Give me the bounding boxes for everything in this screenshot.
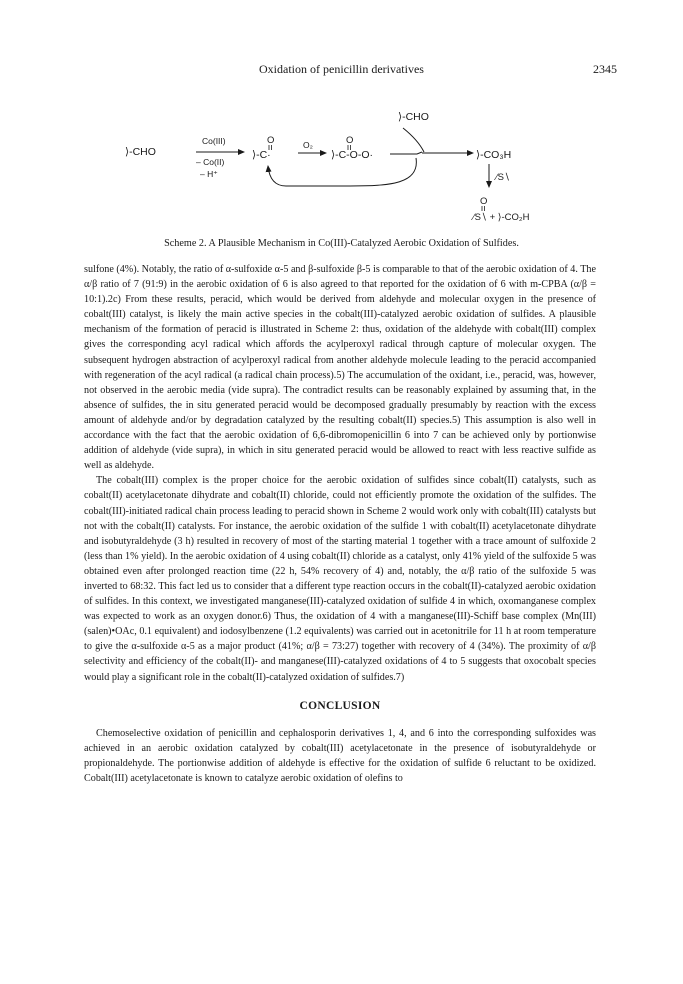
page-number: 2345 [593, 62, 617, 76]
sulfide-label: ∕S∖ [496, 172, 510, 183]
running-title: Oxidation of penicillin derivatives [259, 62, 424, 76]
paragraph-1: sulfone (4%). Notably, the ratio of α-sulfoxide α-5 and β-sulfoxide β-5 is comparable to that of the aerobic oxidation of 4. The α/β ratio of 7 (91:9) in the aerobic oxidation of 6 is also agreed to that reported for the oxidation of 6 with m-CPBA (α/β = 10:1).2c) From these results, peracid, which would be derived from aldehyde and molecular oxygen in the presence of cobalt(III) catalyst, is likely the main active species in the cobalt(III)-catalyzed aerobic oxidation of sulfides. A plausible mechanism of the formation of peracid is illustrated in Scheme 2: thus, oxidation of the aldehyde with cobalt(III) complex gives the corresponding acyl radical which affords the acylperoxyl radical through capture of molecular oxygen. The subsequent hydrogen abstraction of acylperoxyl radical from another aldehyde molecule leading to the peracid accompanied with regeneration of the acyl radical (a radical chain process).5) The accumulation of the oxidant, i.e., peracid, was, however, not observed in the aerobic media (vide supra). The contradict results can be reasonably explained by assuming that, in the absence of sulfides, the in situ generated peracid would be decomposed gradually presumably by reaction with the excess amount of aldehyde and/or by degradation catalyzed by the resulting cobalt(II) species.5) This assumption is also well in accordance with the fact that the aerobic oxidation of 6,6-dibromopenicillin 6 into 7 can be achieved only by portionwise addition of aldehyde (vide supra), in which in situ generated peracid would be allowed to react with less reactive sulfide as well as aldehyde. [84, 264, 596, 472]
products-label: ∕S∖ + ⟩-CO₂H [473, 212, 530, 223]
peroxy-carbonyl-o: O [346, 135, 354, 146]
arrow-h-abstraction-branch [403, 128, 424, 152]
sulfoxide-o: O [480, 196, 488, 207]
aldehyde-top-label: ⟩-CHO [398, 111, 429, 123]
reaction-scheme [120, 100, 560, 235]
oxygen-label: O₂ [303, 140, 313, 150]
cobalt-ii-label: – Co(II) [196, 157, 225, 167]
conclusion-heading: CONCLUSION [299, 699, 381, 712]
scheme-diagram [120, 100, 560, 235]
arrow-chain-regeneration [268, 158, 416, 186]
acylperoxyl-radical-label: ⟩-C-O-O· [331, 149, 373, 161]
proton-loss-label: – H⁺ [200, 169, 218, 179]
cobalt-iii-label: Co(III) [202, 136, 226, 146]
acyl-carbonyl-o: O [267, 135, 275, 146]
body-text [84, 262, 596, 786]
acyl-radical-label: ⟩-C· [252, 149, 271, 161]
peracid-label: ⟩-CO₃H [476, 149, 512, 161]
aldehyde-start-label: ⟩-CHO [125, 146, 156, 158]
arrow-h-abstraction-line [390, 152, 422, 154]
scheme-caption: Scheme 2. A Plausible Mechanism in Co(III)-Catalyzed Aerobic Oxidation of Sulfides. [164, 238, 519, 249]
conclusion-paragraph: Chemoselective oxidation of penicillin and cephalosporin derivatives 1, 4, and 6 into the corresponding sulfoxides was achieved in an aerobic oxidation catalyzed by cobalt(III) acetylacetonate in the presence of isobutyraldehyde or propionaldehyde. The portionwise addition of aldehyde is effective for the oxidation of sulfide 6 reluctant to be oxidized. Cobalt(III) acetylacetonate is known to catalyze aerobic oxidation of olefins to [84, 727, 596, 784]
paragraph-2: The cobalt(III) complex is the proper choice for the aerobic oxidation of sulfides since cobalt(II) catalysts, such as cobalt(II) acetylacetonate dihydrate and cobalt(II) chloride, could not efficiently promote the oxidation of the sulfides. The cobalt(III)-initiated radical chain process leading to peracid shown in Scheme 2 would work only with cobalt(III) catalysts but not with the cobalt(II) catalysts. For instance, the aerobic oxidation of the sulfide 1 with cobalt(II) acetylacetonate dihydrate and isobutyraldehyde (3 h) resulted in recovery of most of the starting material 1 together with a trace amount of sulfoxide 2 (less than 1% yield). In the aerobic oxidation of 4 using cobalt(II) chloride as a catalyst, only 41% yield of the sulfoxide 5 was obtained even after prolonged reaction time (22 h, 54% recovery of 4) and, notably, the α/β ratio of the sulfoxide 5 was inverted to 68:32. This fact led us to consider that a different type reaction occurs in the cobalt(II)-catalyzed aerobic oxidation of sulfides. In this context, we investigated manganese(III)-catalyzed oxidation of sulfide 4 in which, oxomanganese complex was expected to work as an oxygen donor.6) Thus, the oxidation of 4 with a manganese(III)-Schiff base complex (Mn(III)(salen)•OAc, 0.1 equivalent) and iodosylbenzene (1.2 equivalents) was carried out in acetonitrile for 11 h at room temperature to give the α-sulfoxide α-5 as a major product (41%; α/β = 73:27) together with recovery of 4 (34%). The proximity of α/β selectivity and efficiency of the cobalt(II)- and manganese(III)-catalyzed oxidations of 4 to 5 suggests that oxocobalt species would play a significant role in the cobalt(II)-catalyzed oxidation of sulfides.7) [84, 475, 597, 683]
page-header [0, 62, 683, 78]
